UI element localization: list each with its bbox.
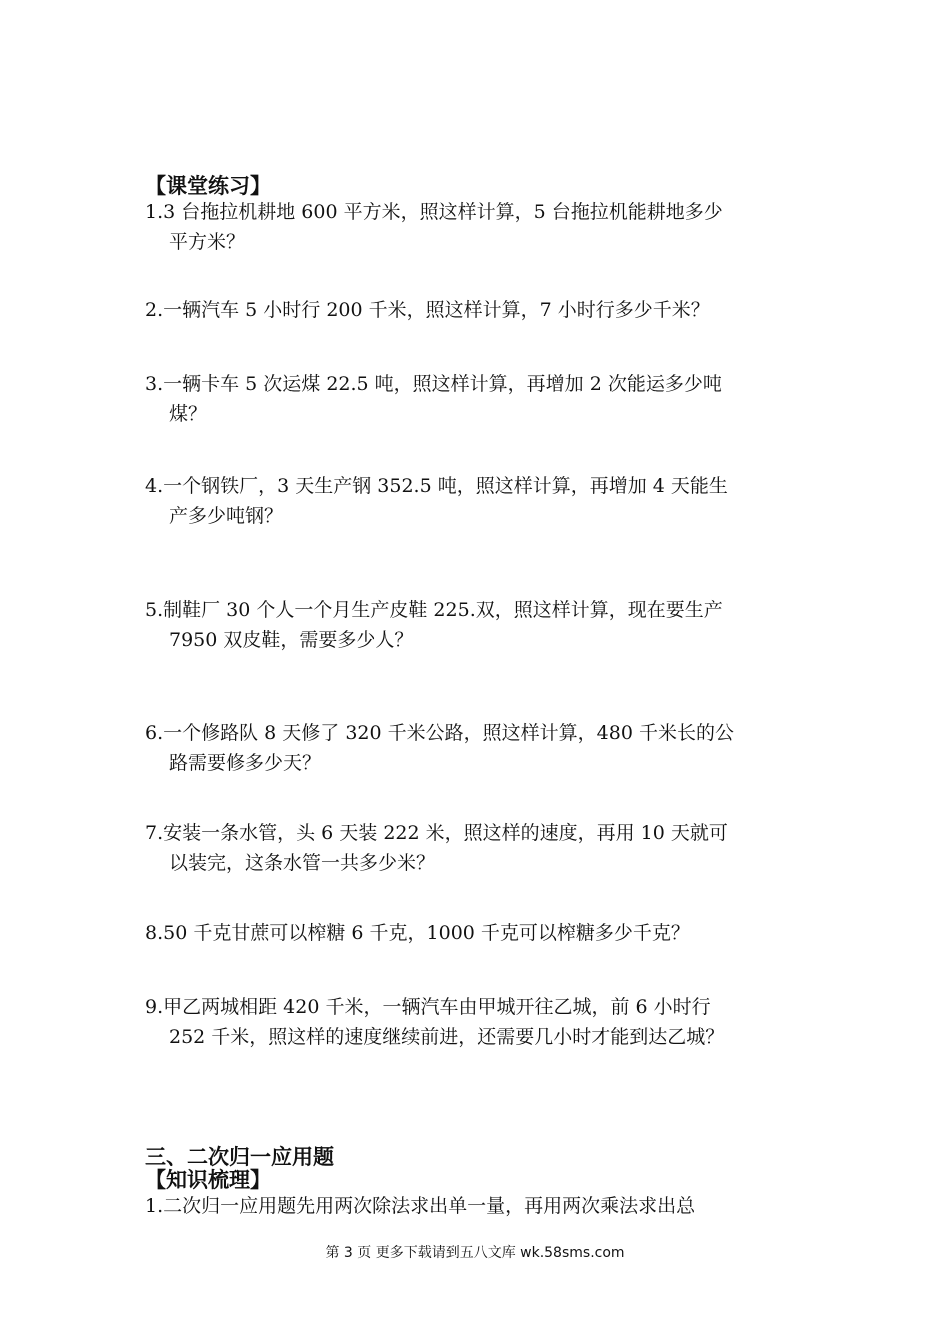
knowledge-item-1-text: 1.二次归一应用题先用两次除法求出单一量，再用两次乘法求出总 bbox=[145, 1195, 696, 1217]
problem-8-line1: 8.50 千克甘蔗可以榨糖 6 千克，1000 千克可以榨糖多少千克？ bbox=[145, 922, 690, 944]
problem-1 bbox=[145, 197, 815, 257]
problem-3 bbox=[145, 369, 815, 429]
knowledge-heading: 【知识梳理】 bbox=[145, 1168, 271, 1192]
problem-6-line2: 路需要修多少天？ bbox=[169, 752, 322, 774]
problem-9-line2: 252 千米，照这样的速度继续前进，还需要几小时才能到达乙城？ bbox=[169, 1026, 725, 1048]
problem-6-line1: 6.一个修路队 8 天修了 320 千米公路，照这样计算，480 千米长的公 bbox=[145, 722, 734, 744]
problem-9-line1: 9.甲乙两城相距 420 千米，一辆汽车由甲城开往乙城，前 6 小时行 bbox=[145, 996, 711, 1018]
problem-2 bbox=[145, 295, 815, 325]
problem-1-line1: 1.3 台拖拉机耕地 600 平方米，照这样计算，5 台拖拉机能耕地多少 bbox=[145, 201, 723, 223]
problem-3-line1: 3.一辆卡车 5 次运煤 22.5 吨，照这样计算，再增加 2 次能运多少吨 bbox=[145, 373, 722, 395]
problem-6 bbox=[145, 718, 815, 778]
knowledge-item-1 bbox=[145, 1191, 815, 1221]
problem-5-line1: 5.制鞋厂 30 个人一个月生产皮鞋 225.双，照这样计算，现在要生产 bbox=[145, 599, 723, 621]
problem-7-line1: 7.安装一条水管，头 6 天装 222 米，照这样的速度，再用 10 天就可 bbox=[145, 822, 728, 844]
problem-5 bbox=[145, 595, 815, 655]
problem-4-line1: 4.一个钢铁厂，3 天生产钢 352.5 吨，照这样计算，再增加 4 天能生 bbox=[145, 475, 728, 497]
practice-heading: 【课堂练习】 bbox=[145, 174, 271, 198]
problem-4 bbox=[145, 471, 815, 531]
problem-4-line2: 产多少吨钢？ bbox=[169, 505, 284, 527]
problem-3-line2: 煤？ bbox=[169, 403, 208, 425]
problem-8 bbox=[145, 918, 815, 948]
problem-9 bbox=[145, 992, 815, 1052]
problem-7-line2: 以装完，这条水管一共多少米？ bbox=[169, 852, 436, 874]
problem-1-line2: 平方米？ bbox=[169, 231, 246, 253]
problem-2-line1: 2.一辆汽车 5 小时行 200 千米，照这样计算，7 小时行多少千米？ bbox=[145, 299, 710, 321]
page-footer: 第 3 页 更多下载请到五八文库 wk.58sms.com bbox=[325, 1245, 625, 1261]
problem-7 bbox=[145, 818, 815, 878]
section-three-heading: 三、二次归一应用题 bbox=[145, 1145, 334, 1169]
problem-5-line2: 7950 双皮鞋，需要多少人？ bbox=[169, 629, 414, 651]
